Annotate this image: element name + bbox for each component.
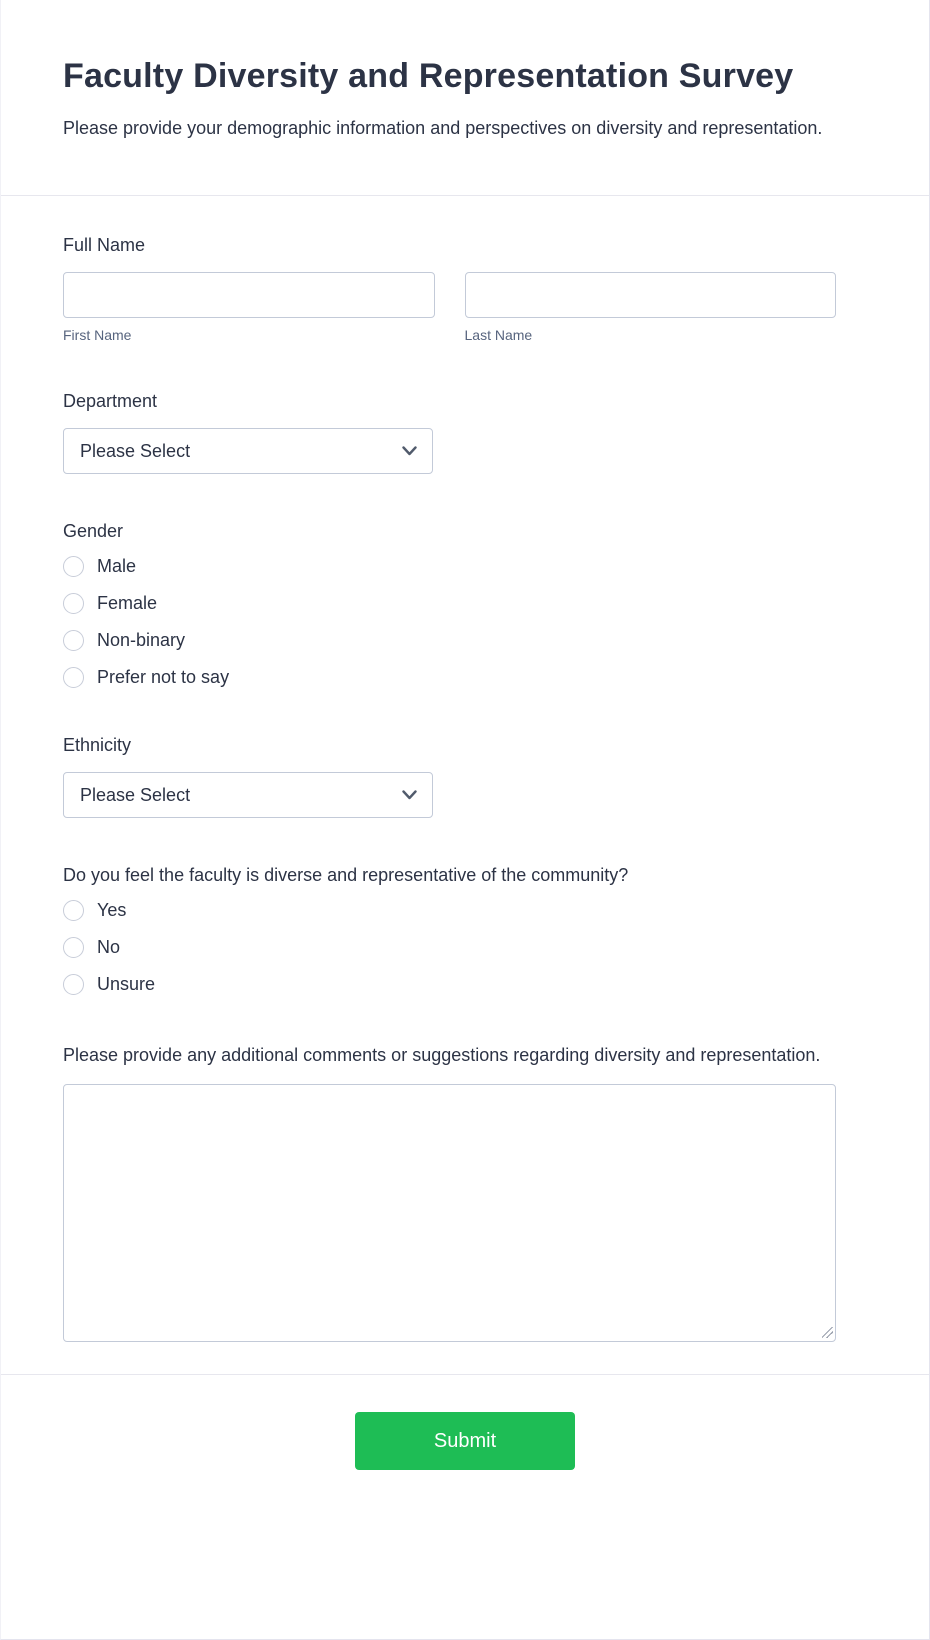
chevron-down-icon: [402, 790, 417, 800]
form-header: [1, 0, 929, 195]
radio-icon[interactable]: [63, 593, 84, 614]
diversity-option-no-label: No: [97, 937, 121, 957]
radio-icon[interactable]: [63, 937, 84, 958]
gender-option-prefer-not-label: Prefer not to say: [97, 667, 230, 687]
diversity-option-unsure-label: Unsure: [97, 974, 156, 994]
department-select[interactable]: [63, 428, 433, 474]
comments-textarea-wrap: [63, 1084, 836, 1342]
submit-button[interactable]: Submit: [355, 1412, 575, 1470]
first-name-input[interactable]: [63, 272, 435, 318]
radio-icon[interactable]: [63, 974, 84, 995]
first-name-col: [63, 272, 435, 344]
radio-icon[interactable]: [63, 630, 84, 651]
field-diversity-question: [63, 864, 867, 995]
comments-label: Please provide any additional comments or suggestions regarding diversity and representation.: [63, 1045, 821, 1065]
department-select-value: Please Select: [80, 440, 191, 461]
diversity-option-no[interactable]: [63, 936, 867, 958]
form-footer: [1, 1375, 929, 1520]
ethnicity-select[interactable]: [63, 772, 433, 818]
form-subtitle: Please provide your demographic information and perspectives on diversity and representation.: [63, 118, 823, 138]
diversity-question-label: Do you feel the faculty is diverse and representative of the community?: [63, 865, 629, 885]
chevron-down-icon: [402, 446, 417, 456]
radio-icon[interactable]: [63, 556, 84, 577]
radio-icon[interactable]: [63, 667, 84, 688]
last-name-col: [465, 272, 837, 344]
field-department: [63, 390, 867, 474]
gender-option-female[interactable]: [63, 592, 867, 614]
first-name-sublabel: First Name: [63, 327, 132, 343]
name-row: [63, 272, 836, 344]
gender-option-male-label: Male: [97, 556, 137, 576]
gender-option-female-label: Female: [97, 593, 158, 613]
ethnicity-select-value: Please Select: [80, 784, 191, 805]
field-full-name: [63, 234, 867, 344]
radio-icon[interactable]: [63, 900, 84, 921]
full-name-label: Full Name: [63, 235, 146, 255]
gender-option-prefer-not[interactable]: [63, 666, 867, 688]
gender-option-nonbinary[interactable]: [63, 629, 867, 651]
gender-option-male[interactable]: [63, 555, 867, 577]
gender-option-nonbinary-label: Non-binary: [97, 630, 186, 650]
comments-textarea[interactable]: [63, 1084, 836, 1342]
resize-handle-icon[interactable]: [822, 1327, 833, 1338]
form-title: Faculty Diversity and Representation Survey: [63, 57, 794, 95]
last-name-sublabel: Last Name: [464, 327, 533, 343]
department-label: Department: [63, 391, 158, 411]
ethnicity-label: Ethnicity: [63, 735, 132, 755]
field-gender: [63, 520, 867, 688]
diversity-option-yes-label: Yes: [97, 900, 127, 920]
diversity-option-unsure[interactable]: [63, 973, 867, 995]
gender-label: Gender: [63, 521, 124, 541]
field-comments: [63, 1041, 867, 1342]
diversity-option-yes[interactable]: [63, 899, 867, 921]
last-name-input[interactable]: [465, 272, 837, 318]
form-body: [1, 196, 929, 1342]
field-ethnicity: [63, 734, 867, 818]
